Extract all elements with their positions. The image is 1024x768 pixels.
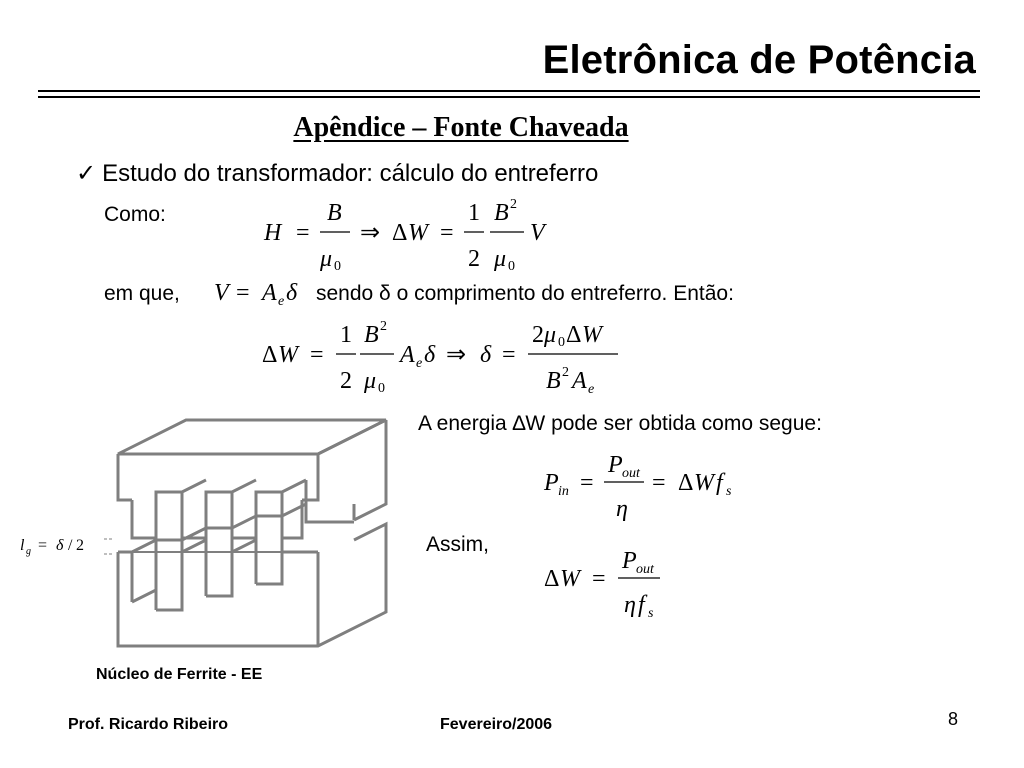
svg-text:f: f xyxy=(716,470,723,496)
figure-caption: Núcleo de Ferrite - EE xyxy=(96,666,263,683)
svg-text:l: l xyxy=(20,537,25,554)
como-label: Como: xyxy=(104,203,166,226)
svg-text:1: 1 xyxy=(468,200,480,226)
svg-text:2: 2 xyxy=(380,319,387,334)
svg-text:0: 0 xyxy=(378,381,385,396)
assim-label: Assim, xyxy=(426,533,489,556)
svg-text:2: 2 xyxy=(562,365,569,380)
svg-text:Δ: Δ xyxy=(262,342,278,368)
equation-volume xyxy=(210,274,310,310)
footer-author: Prof. Ricardo Ribeiro xyxy=(68,716,229,733)
svg-text:2: 2 xyxy=(340,368,352,394)
svg-text:P: P xyxy=(622,548,637,574)
svg-text:V: V xyxy=(530,220,545,246)
svg-text:μ: μ xyxy=(364,368,377,394)
svg-text:f: f xyxy=(638,592,645,618)
ferrite-core-ee-diagram xyxy=(110,412,400,652)
svg-text:2: 2 xyxy=(510,197,517,212)
svg-text:μ: μ xyxy=(494,246,507,272)
svg-text:δ: δ xyxy=(286,280,298,306)
svg-text:W: W xyxy=(278,342,298,368)
svg-text:=: = xyxy=(502,342,516,368)
svg-text:δ: δ xyxy=(424,342,436,368)
svg-text:Δ: Δ xyxy=(566,322,582,348)
svg-text:in: in xyxy=(558,484,569,499)
equation-gap-length xyxy=(256,318,636,398)
svg-text:s: s xyxy=(726,484,732,499)
svg-text:e: e xyxy=(416,356,423,371)
svg-text:δ: δ xyxy=(56,537,64,554)
gap-label xyxy=(18,530,118,560)
svg-text:δ: δ xyxy=(480,342,492,368)
page-number: 8 xyxy=(947,709,958,729)
svg-text:Δ: Δ xyxy=(544,566,560,592)
energia-text: A energia ∆W pode ser obtida como segue: xyxy=(418,412,822,435)
em-que-label: em que, xyxy=(104,282,180,305)
equation-input-power xyxy=(540,446,740,526)
svg-text:η: η xyxy=(616,496,628,522)
svg-text:W: W xyxy=(694,470,714,496)
svg-text:A: A xyxy=(262,280,277,306)
svg-text:W: W xyxy=(560,566,580,592)
svg-text:g: g xyxy=(26,546,31,557)
svg-text:=: = xyxy=(652,470,666,496)
equation-energy-per-cycle xyxy=(540,540,680,620)
svg-text:P: P xyxy=(608,452,623,478)
svg-text:e: e xyxy=(588,382,595,397)
svg-text:=: = xyxy=(38,537,48,554)
bullet-item xyxy=(76,159,598,188)
svg-text:⇒: ⇒ xyxy=(360,220,381,246)
svg-text:=: = xyxy=(236,280,250,306)
svg-text:μ: μ xyxy=(320,246,333,272)
svg-text:Δ: Δ xyxy=(392,220,408,246)
header-rule-bottom xyxy=(38,96,980,98)
svg-text:0: 0 xyxy=(508,259,515,274)
svg-text:B: B xyxy=(494,200,509,226)
svg-text:W: W xyxy=(582,322,602,348)
svg-text:V: V xyxy=(214,280,229,306)
svg-text:s: s xyxy=(648,606,654,620)
svg-text:0: 0 xyxy=(558,335,565,350)
svg-text:=: = xyxy=(440,220,454,246)
sendo-text: sendo δ o comprimento do entreferro. Então: xyxy=(316,282,734,305)
page-title: Eletrônica de Potência xyxy=(542,38,976,82)
svg-text:0: 0 xyxy=(334,259,341,274)
bullet-text: Estudo do transformador: cálculo do entreferro xyxy=(102,160,599,187)
svg-text:1: 1 xyxy=(340,322,352,348)
svg-text:2: 2 xyxy=(532,322,544,348)
svg-text:W: W xyxy=(408,220,428,246)
svg-text:A: A xyxy=(572,368,587,394)
svg-text:B: B xyxy=(327,200,342,226)
svg-text:A: A xyxy=(400,342,415,368)
svg-text:/: / xyxy=(68,537,73,554)
footer-date: Fevereiro/2006 xyxy=(440,716,553,733)
svg-text:Δ: Δ xyxy=(678,470,694,496)
svg-text:=: = xyxy=(592,566,606,592)
svg-text:P: P xyxy=(544,470,559,496)
equation-field-energy xyxy=(258,196,558,276)
svg-text:μ: μ xyxy=(544,322,557,348)
check-mark-icon: ✓ xyxy=(76,160,97,187)
svg-text:η: η xyxy=(624,592,636,618)
svg-text:e: e xyxy=(278,294,285,309)
svg-text:H: H xyxy=(264,220,282,246)
svg-text:out: out xyxy=(622,466,640,481)
svg-text:2: 2 xyxy=(468,246,480,272)
svg-text:=: = xyxy=(296,220,310,246)
svg-text:=: = xyxy=(310,342,324,368)
header-rule-top xyxy=(38,90,980,92)
slide-subtitle: Apêndice – Fonte Chaveada xyxy=(293,112,629,143)
svg-text:2: 2 xyxy=(76,537,84,554)
svg-text:out: out xyxy=(636,562,654,577)
svg-text:B: B xyxy=(546,368,561,394)
svg-text:⇒: ⇒ xyxy=(446,342,467,368)
svg-text:=: = xyxy=(580,470,594,496)
svg-text:B: B xyxy=(364,322,379,348)
